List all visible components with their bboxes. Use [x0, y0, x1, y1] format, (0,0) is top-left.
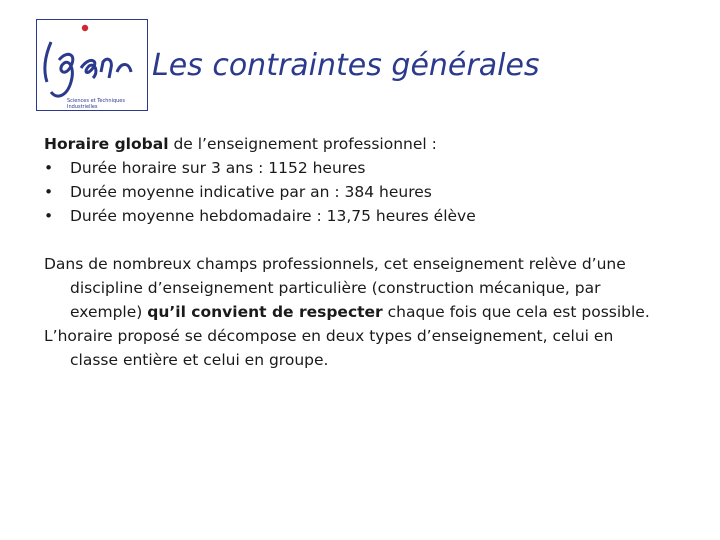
bullet-text: Durée moyenne indicative par an : 384 heures: [70, 183, 432, 201]
section-heading: [44, 132, 694, 156]
section-heading-bold: Horaire global: [44, 135, 169, 153]
bullet-item: [44, 156, 694, 180]
bullet-text: Durée moyenne hebdomadaire : 13,75 heures élève: [70, 207, 476, 225]
logo-subtext: Sciences et Techniques Industrielles: [67, 98, 125, 110]
slide-body: [44, 132, 694, 372]
bullet-dot: •: [44, 207, 54, 225]
paragraph-2-line-2: classe entière et celui en groupe.: [70, 351, 329, 369]
paragraph-1-line-2: discipline d’enseignement particulière (construction mécanique, par: [70, 279, 601, 297]
bullet-text: Durée horaire sur 3 ans : 1152 heures: [70, 159, 366, 177]
bullet-item: [44, 204, 694, 228]
paragraph-2: [44, 324, 694, 372]
paragraph-1-emphasis: qu’il convient de respecter: [147, 303, 383, 321]
paragraph-1-line-1: Dans de nombreux champs professionnels, cet enseignement relève d’une: [44, 255, 626, 273]
bullet-dot: •: [44, 159, 54, 177]
paragraph-1: [44, 252, 694, 324]
bullet-dot: •: [44, 183, 54, 201]
slide-title: Les contraintes générales: [152, 48, 540, 83]
section-heading-rest: de l’enseignement professionnel :: [168, 135, 437, 153]
bullet-item: [44, 180, 694, 204]
igen-logo: [36, 19, 148, 111]
paragraph-2-line-1: L’horaire proposé se décompose en deux types d’enseignement, celui en: [44, 327, 614, 345]
paragraph-1-line-3-post: chaque fois que cela est possible.: [382, 303, 650, 321]
paragraph-1-line-3: [44, 300, 694, 324]
paragraph-1-line-3-pre: exemple): [70, 303, 148, 321]
